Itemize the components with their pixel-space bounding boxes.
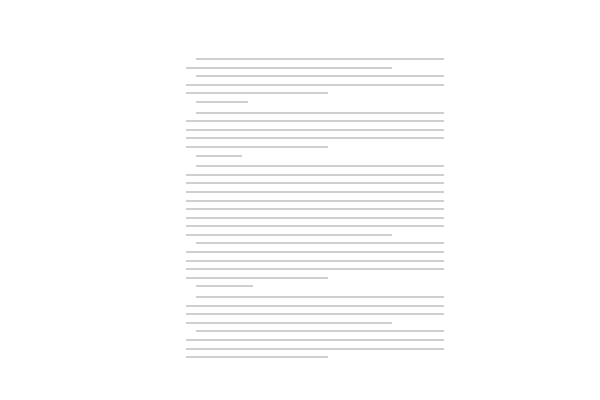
body-paragraph xyxy=(186,112,444,148)
text-lines xyxy=(186,58,444,69)
text-lines xyxy=(186,165,444,236)
text-lines xyxy=(186,242,444,278)
body-paragraph xyxy=(186,242,444,278)
body-paragraph xyxy=(186,330,444,358)
text-lines xyxy=(186,285,444,287)
section-heading xyxy=(186,285,444,294)
intro-paragraph xyxy=(186,58,444,69)
body-paragraph xyxy=(186,165,444,236)
section-heading xyxy=(186,155,444,164)
text-lines xyxy=(186,296,444,324)
body-paragraph xyxy=(186,75,444,94)
section-heading xyxy=(186,101,444,110)
body-paragraph xyxy=(186,296,444,324)
text-lines xyxy=(186,101,444,103)
text-lines xyxy=(186,330,444,358)
text-lines xyxy=(186,155,444,157)
document-title xyxy=(186,10,444,22)
text-lines xyxy=(186,75,444,94)
text-lines xyxy=(186,112,444,148)
